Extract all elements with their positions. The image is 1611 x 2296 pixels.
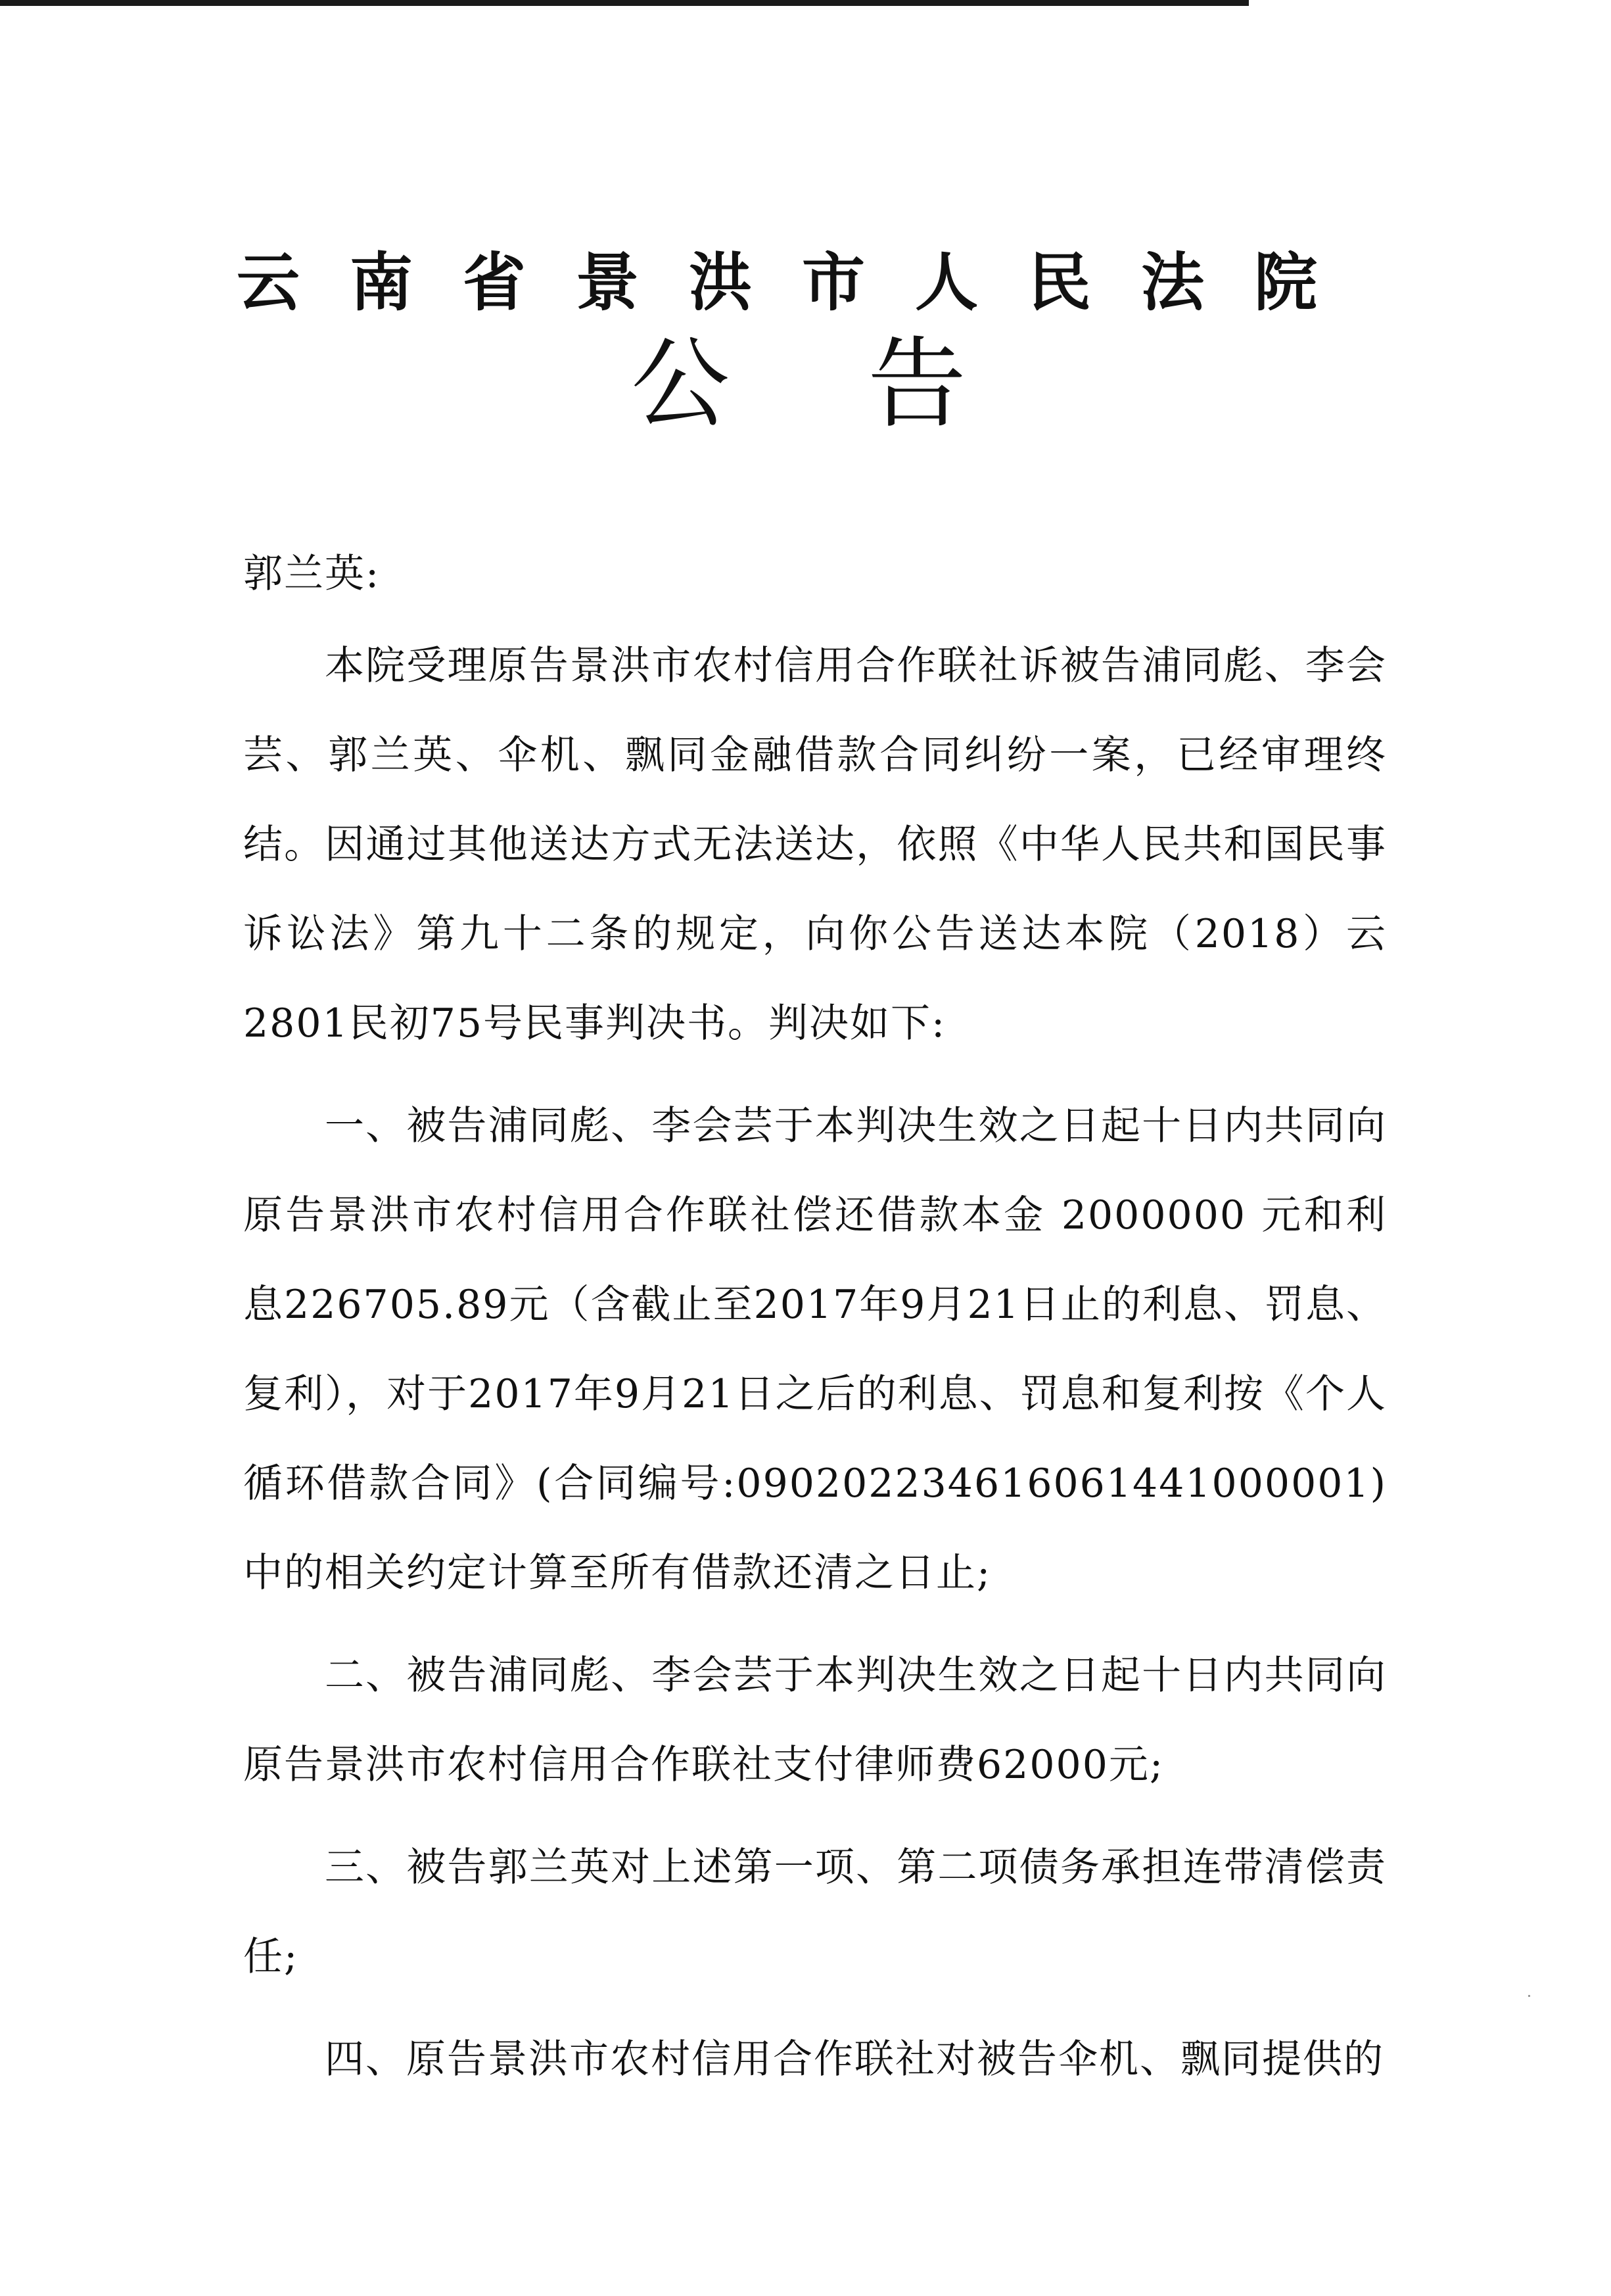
addressee: 郭兰英: — [243, 551, 381, 597]
scan-speck — [1528, 1995, 1530, 1997]
top-border-line — [0, 0, 1249, 6]
notice-body — [243, 529, 1387, 2117]
paragraph-judgment-item-3: 三、被告郭兰英对上述第一项、第二项债务承担连带清偿责任; — [243, 1844, 1387, 1980]
paragraph-judgment-item-1: 一、被告浦同彪、李会芸于本判决生效之日起十日内共同向原告景洪市农村信用合作联社偿还借款本金 2000000 元和利息226705.89元（含截止至2017年9月21日止的利息、罚息、复利），对于2017年9月21日之后的利息、罚息和复利按《个人循环借款合同》(合同编号:090202234616061441000001)中的相关约定计算至所有借款还清之日止; — [243, 1103, 1387, 1596]
notice-title: 公告 — [631, 327, 1105, 442]
paragraph-judgment-item-2: 二、被告浦同彪、李会芸于本判决生效之日起十日内共同向原告景洪市农村信用合作联社支付律师费62000元; — [243, 1652, 1387, 1788]
paragraph-case-intro: 本院受理原告景洪市农村信用合作联社诉被告浦同彪、李会芸、郭兰英、伞机、飘同金融借款合同纠纷一案，已经审理终结。因通过其他送达方式无法送达，依照《中华人民共和国民事诉讼法》第九十二条的规定，向你公告送达本院（2018）云2801民初75号民事判决书。判决如下: — [243, 643, 1387, 1046]
court-name-heading: 云南省景洪市人民法院 — [237, 246, 1367, 319]
paragraph-judgment-item-4: 四、原告景洪市农村信用合作联社对被告伞机、飘同提供的 — [325, 2036, 1384, 2082]
